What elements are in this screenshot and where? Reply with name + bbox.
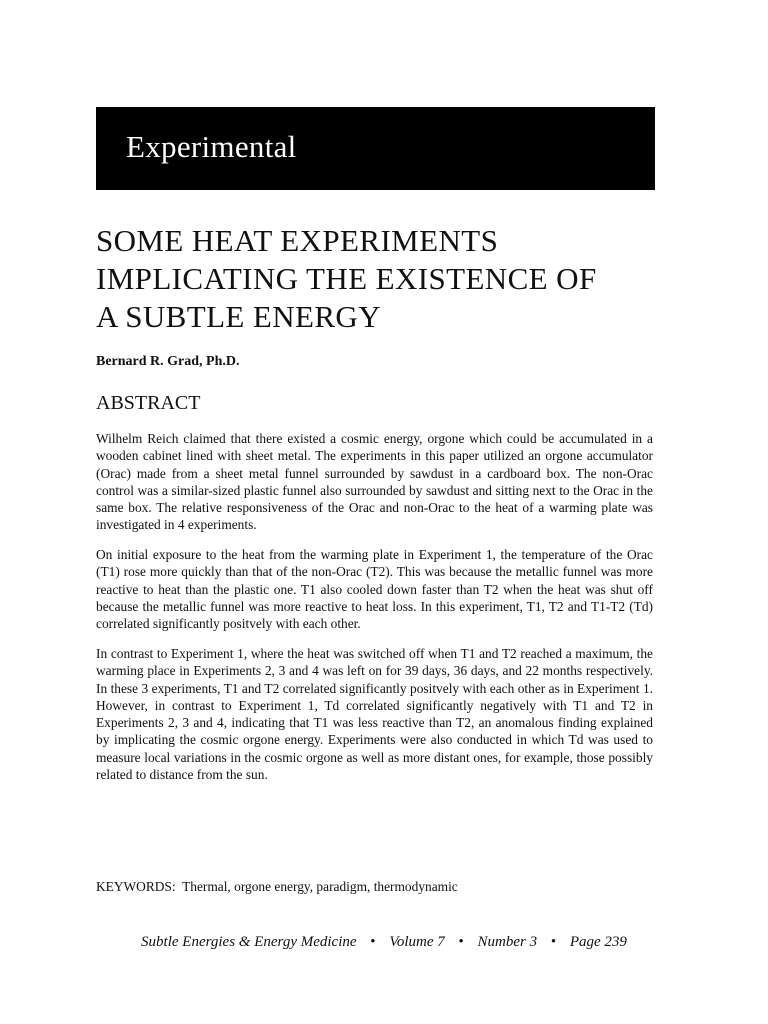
abstract-heading: ABSTRACT <box>96 392 201 414</box>
title-line-1: SOME HEAT EXPERIMENTS <box>96 223 499 258</box>
section-banner-label: Experimental <box>126 129 297 164</box>
footer-separator: • <box>458 934 464 950</box>
footer-separator: • <box>370 934 376 950</box>
footer-page: Page 239 <box>569 934 627 950</box>
footer-journal: Subtle Energies & Energy Medicine <box>141 934 357 950</box>
article-title <box>96 222 696 336</box>
keywords-text: Thermal, orgone energy, paradigm, thermodynamic <box>182 879 458 894</box>
abstract-paragraph-3: In contrast to Experiment 1, where the heat was switched off when T1 and T2 reached a maximum, the warming place in Experiments 2, 3 and 4 was left on for 39 days, 36 days, and 22 months respectively. In these 3 experiments, T1 and T2 correlated significantly positvely with each other as in Experiment 1. However, in contrast to Experiment 1, Td correlated significantly negatively with T1 and T2 in Experiments 2, 3 and 4, indicating that T1 was less reactive than T2, an anomalous finding explained by implicating the cosmic orgone energy. Experiments were also conducted in which Td was used to measure local variations in the cosmic orgone as well as more distant ones, for example, those possibly related to distance from the sun. <box>96 646 653 783</box>
abstract-paragraph-1: Wilhelm Reich claimed that there existed a cosmic energy, orgone which could be accumulated in a wooden cabinet lined with sheet metal. The experiments in this paper utilized an orgone accumulator (Orac) made from a sheet metal funnel surrounded by sawdust in a cardboard box. The non-Orac control was a similar-sized plastic funnel also surrounded by sawdust and sitting next to the Orac in the same box. The relative responsiveness of the Orac and non-Orac to the heat of a warming plate was investigated in 4 experiments. <box>96 431 653 533</box>
title-line-2: IMPLICATING THE EXISTENCE OF <box>96 261 597 296</box>
footer-separator: • <box>550 934 557 950</box>
title-line-3: A SUBTLE ENERGY <box>96 299 381 334</box>
keywords-label: KEYWORDS: <box>96 879 176 894</box>
abstract-paragraph-2: On initial exposure to the heat from the warming plate in Experiment 1, the temperature of the Orac (T1) rose more quickly than that of the non-Orac (T2). This was because the metallic funnel was more reactive to heat than the plastic one. T1 also cooled down faster than T2 when the heat was shut off because the metallic funnel was more reactive to heat loss. In this experiment, T1, T2 and T1-T2 (Td) correlated significantly positvely with each other. <box>96 547 653 632</box>
author-name: Bernard R. Grad, Ph.D. <box>96 354 240 369</box>
section-banner <box>96 107 655 190</box>
footer-volume: Volume 7 <box>389 934 445 950</box>
page-footer <box>0 934 768 951</box>
keywords-line <box>96 879 458 895</box>
footer-number: Number 3 <box>477 934 538 950</box>
